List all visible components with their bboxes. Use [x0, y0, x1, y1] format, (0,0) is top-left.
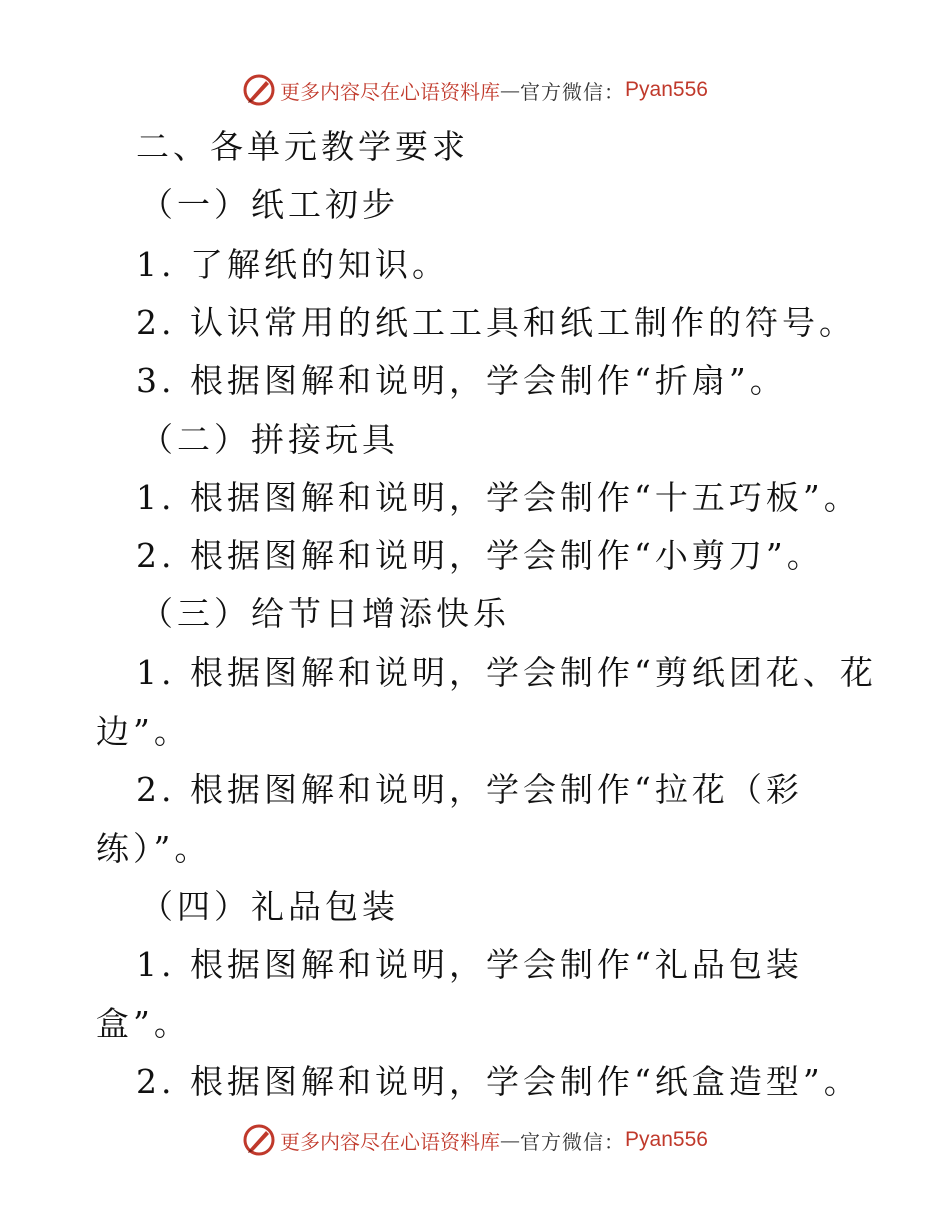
banner-wechat-label: 官方微信：	[520, 79, 626, 104]
banner-separator: —	[500, 78, 521, 102]
unit-title-2: （二）拼接玩具	[140, 420, 399, 459]
list-item: 1. 根据图解和说明，学会制作“礼品包装	[136, 945, 803, 984]
unit-title-3: （三）给节日增添快乐	[140, 594, 510, 633]
pen-logo-icon	[242, 1123, 276, 1157]
list-item: 2. 认识常用的纸工工具和纸工制作的符号。	[136, 303, 856, 342]
unit-title-4: （四）礼品包装	[140, 887, 399, 926]
banner-separator: —	[500, 1128, 521, 1152]
watermark-banner-top	[0, 70, 950, 110]
watermark-banner-bottom	[0, 1120, 950, 1160]
list-item-continuation: 盒”。	[96, 1004, 191, 1043]
unit-title-1: （一）纸工初步	[140, 185, 399, 224]
list-item-continuation: 练）”。	[96, 829, 212, 868]
section-heading: 二、各单元教学要求	[136, 127, 469, 166]
banner-site-text: 更多内容尽在心语资料库	[280, 79, 501, 104]
banner-wechat-id: Pyan556	[625, 1128, 708, 1151]
list-item: 1. 了解纸的知识。	[136, 245, 449, 284]
list-item-continuation: 边”。	[96, 712, 191, 751]
list-item: 1. 根据图解和说明，学会制作“十五巧板”。	[136, 478, 861, 517]
banner-wechat-label: 官方微信：	[520, 1129, 626, 1154]
list-item: 3. 根据图解和说明，学会制作“折扇”。	[136, 361, 787, 400]
list-item: 2. 根据图解和说明，学会制作“小剪刀”。	[136, 536, 824, 575]
banner-site-text: 更多内容尽在心语资料库	[280, 1129, 501, 1154]
list-item: 2. 根据图解和说明，学会制作“纸盒造型”。	[136, 1062, 861, 1101]
banner-wechat-id: Pyan556	[625, 78, 708, 101]
list-item: 1. 根据图解和说明，学会制作“剪纸团花、花	[136, 653, 877, 692]
list-item: 2. 根据图解和说明，学会制作“拉花（彩	[136, 770, 803, 809]
pen-logo-icon	[242, 73, 276, 107]
